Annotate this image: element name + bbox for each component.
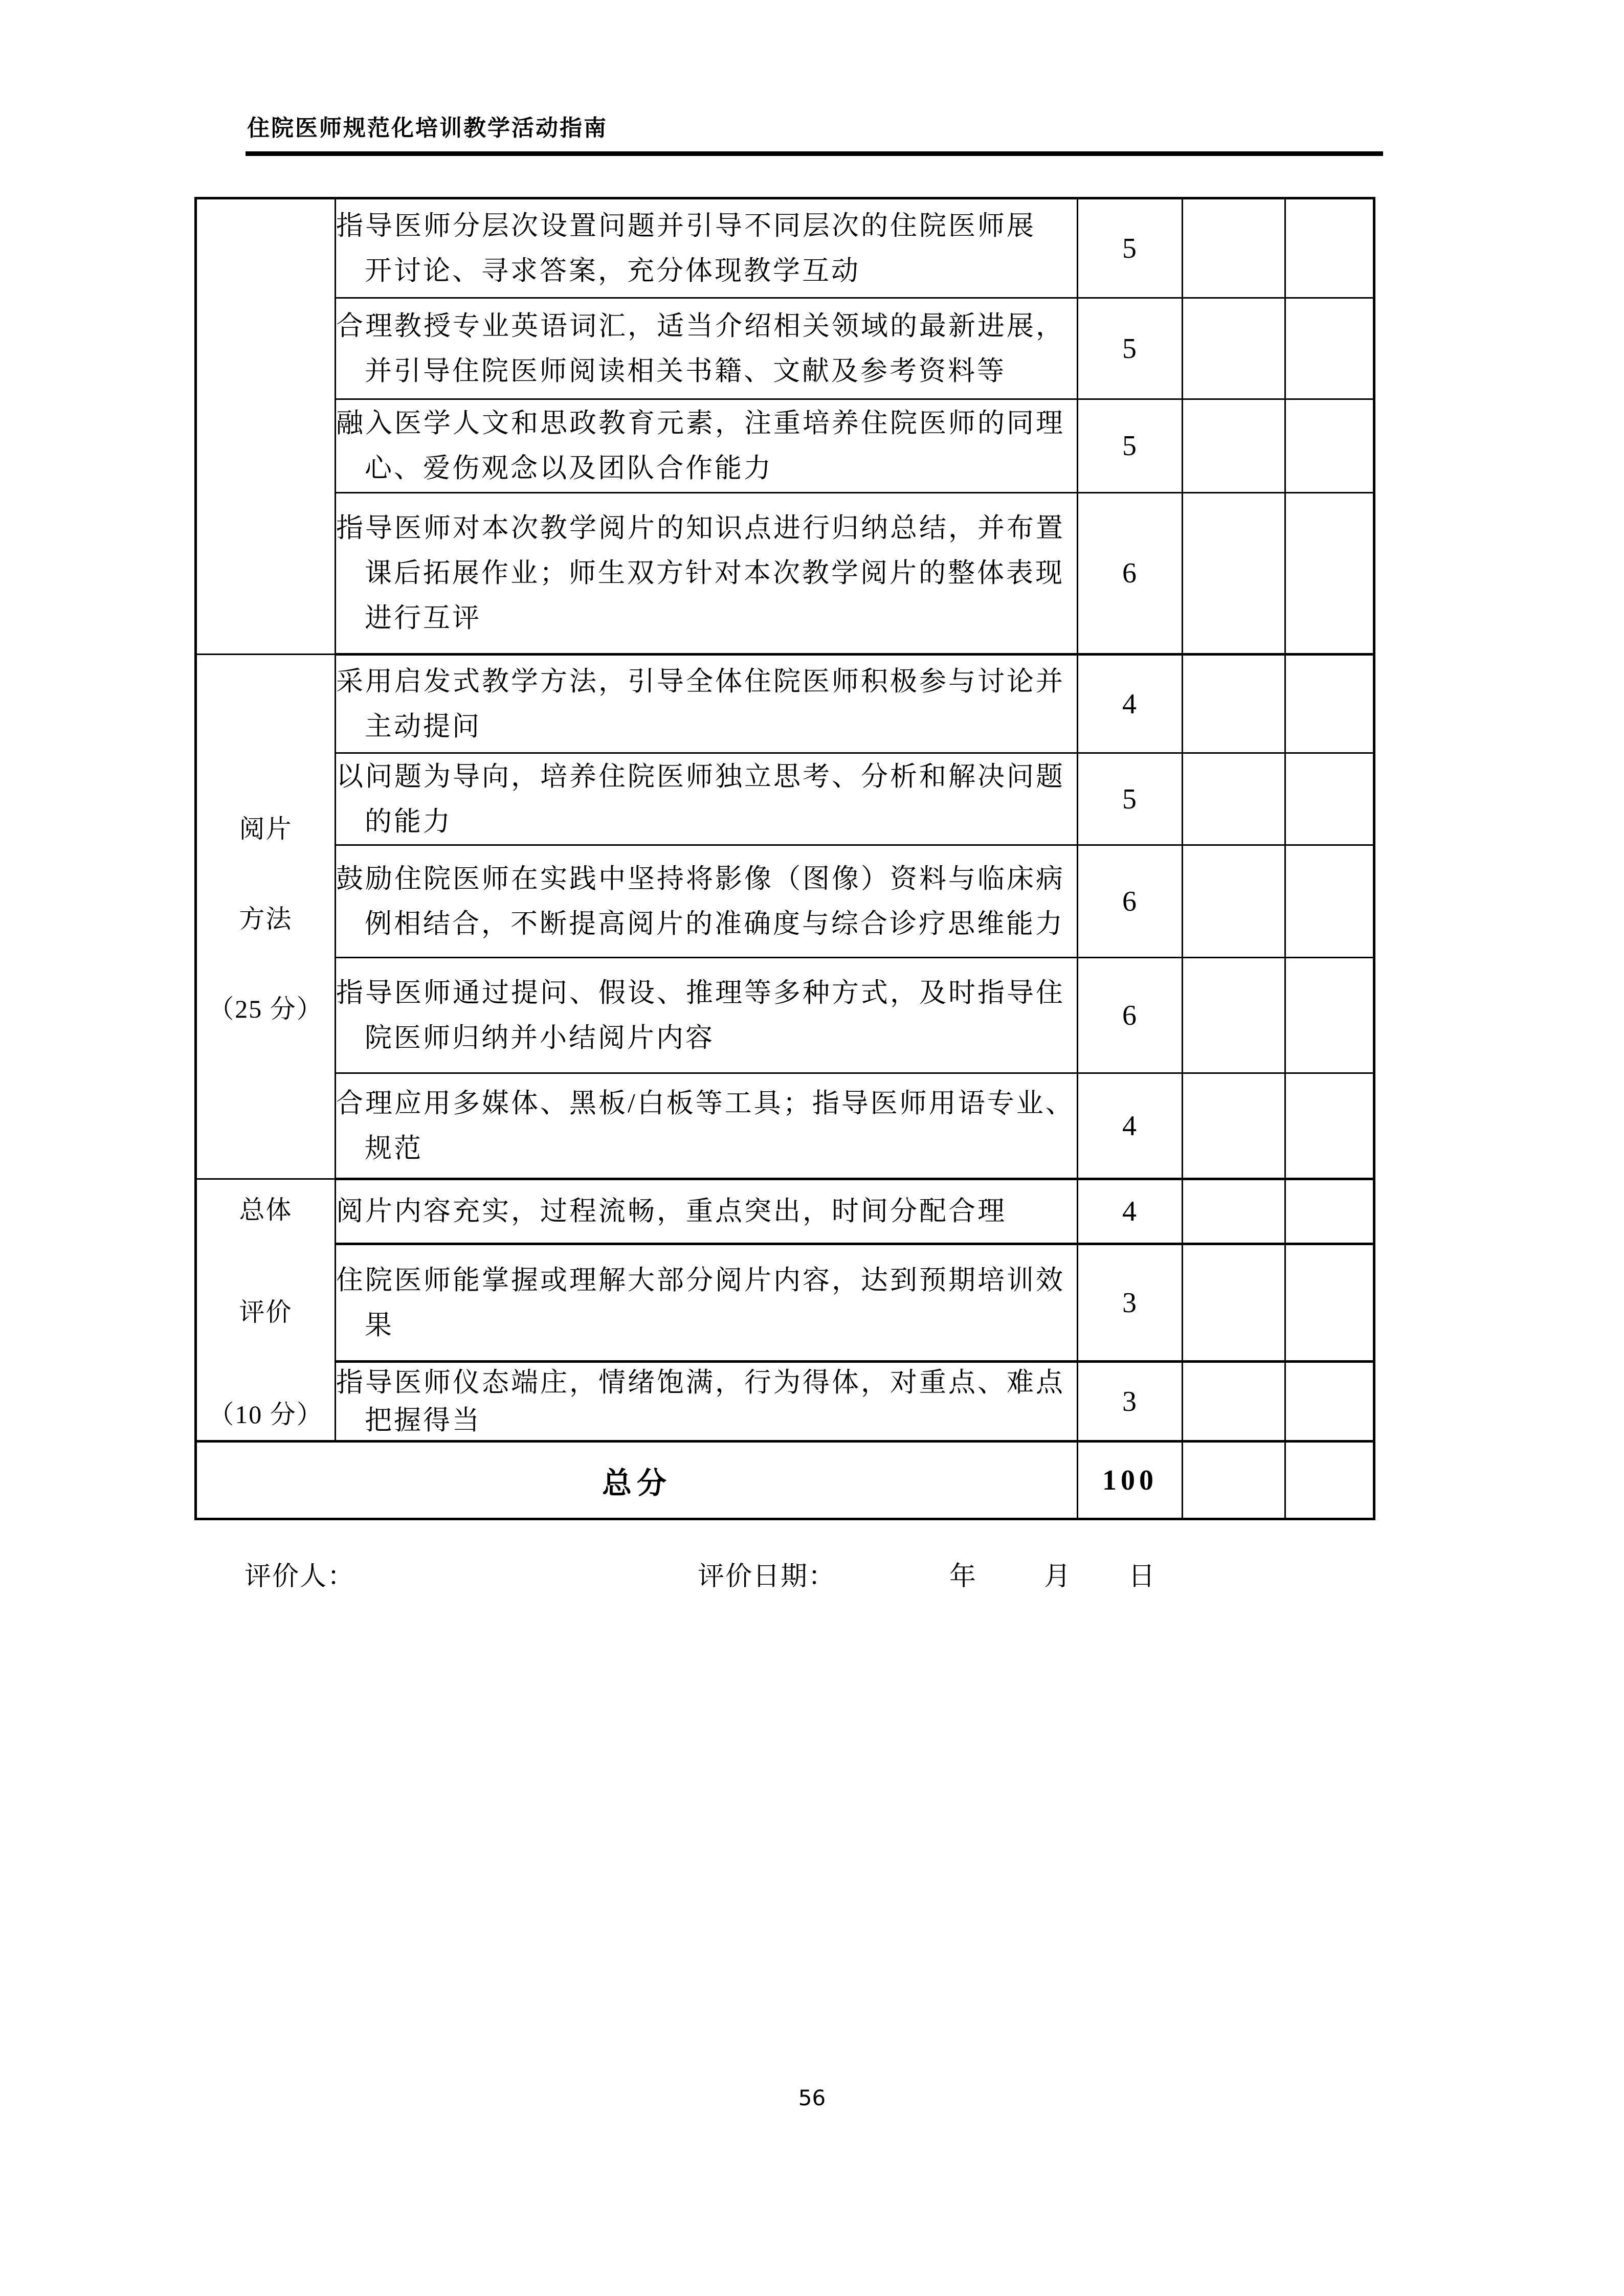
criteria-cell xyxy=(336,1362,1078,1442)
criteria-line: 主动提问 xyxy=(365,711,481,741)
empty-cell xyxy=(1285,493,1374,655)
header-rule xyxy=(246,151,1383,156)
criteria-cell xyxy=(336,198,1078,298)
empty-cell xyxy=(1183,1442,1285,1519)
criteria-cell xyxy=(336,753,1078,845)
score-cell: 5 xyxy=(1078,198,1183,298)
criteria-cell xyxy=(336,1244,1078,1362)
criteria-line: 指导医师对本次教学阅片的知识点进行归纳总结，并布置 xyxy=(336,513,1065,543)
table-row xyxy=(196,198,1374,298)
score-cell: 4 xyxy=(1078,655,1183,753)
empty-cell xyxy=(1285,958,1374,1073)
category-line: 总体 xyxy=(239,1195,293,1224)
empty-cell xyxy=(1183,958,1285,1073)
criteria-cell xyxy=(336,1179,1078,1244)
criteria-line: 以问题为导向，培养住院医师独立思考、分析和解决问题 xyxy=(336,761,1065,792)
footer-date-label: 评价日期： xyxy=(698,1562,836,1591)
empty-cell xyxy=(1183,399,1285,493)
score-cell: 3 xyxy=(1078,1244,1183,1362)
category-line: 方法 xyxy=(239,904,293,933)
category-cell xyxy=(196,198,336,655)
criteria-cell xyxy=(336,1073,1078,1179)
criteria-line: 合理应用多媒体、黑板/白板等工具；指导医师用语专业、 xyxy=(336,1088,1075,1118)
empty-cell xyxy=(1285,845,1374,958)
empty-cell xyxy=(1285,1179,1374,1244)
empty-cell xyxy=(1183,493,1285,655)
empty-cell xyxy=(1285,753,1374,845)
criteria-line: 进行互评 xyxy=(365,603,481,633)
category-cell xyxy=(196,655,336,1179)
page-title: 住院医师规范化培训教学活动指南 xyxy=(247,116,608,141)
score-cell: 6 xyxy=(1078,958,1183,1073)
criteria-line: 课后拓展作业；师生双方针对本次教学阅片的整体表现 xyxy=(365,558,1064,588)
score-cell: 6 xyxy=(1078,493,1183,655)
criteria-cell xyxy=(336,298,1078,399)
total-row xyxy=(196,1442,1374,1519)
category-line: 阅片 xyxy=(239,814,293,843)
criteria-line: 采用启发式教学方法，引导全体住院医师积极参与讨论并 xyxy=(336,666,1065,696)
criteria-line: 指导医师仪态端庄，情绪饱满，行为得体，对重点、难点 xyxy=(336,1367,1065,1398)
footer-day-label: 日 xyxy=(1128,1562,1156,1591)
empty-cell xyxy=(1285,1442,1374,1519)
empty-cell xyxy=(1183,1073,1285,1179)
empty-cell xyxy=(1285,1362,1374,1442)
footer-evaluator-label: 评价人： xyxy=(244,1562,355,1591)
table-row xyxy=(196,1362,1374,1442)
table-row xyxy=(196,655,1374,753)
empty-cell xyxy=(1285,399,1374,493)
score-cell: 5 xyxy=(1078,753,1183,845)
page-number: 56 xyxy=(798,2085,826,2110)
table-row xyxy=(196,753,1374,845)
table-row xyxy=(196,1073,1374,1179)
empty-cell xyxy=(1183,655,1285,753)
criteria-line: 把握得当 xyxy=(365,1405,481,1435)
empty-cell xyxy=(1183,845,1285,958)
criteria-line: 指导医师通过提问、假设、推理等多种方式，及时指导住 xyxy=(336,978,1065,1008)
score-cell: 3 xyxy=(1078,1362,1183,1442)
criteria-line: 果 xyxy=(365,1310,394,1340)
empty-cell xyxy=(1183,753,1285,845)
table-row xyxy=(196,958,1374,1073)
empty-cell xyxy=(1285,655,1374,753)
empty-cell xyxy=(1183,1244,1285,1362)
empty-cell xyxy=(1285,298,1374,399)
criteria-line: 住院医师能掌握或理解大部分阅片内容，达到预期培训效 xyxy=(336,1265,1065,1295)
criteria-line: 鼓励住院医师在实践中坚持将影像（图像）资料与临床病 xyxy=(336,864,1065,894)
score-cell: 5 xyxy=(1078,298,1183,399)
table-row xyxy=(196,1244,1374,1362)
category-line: （25 分） xyxy=(208,994,323,1023)
table-row xyxy=(196,493,1374,655)
table-row xyxy=(196,1179,1374,1244)
criteria-line: 开讨论、寻求答案，充分体现教学互动 xyxy=(365,256,860,286)
empty-cell xyxy=(1183,198,1285,298)
empty-cell xyxy=(1285,198,1374,298)
empty-cell xyxy=(1183,298,1285,399)
empty-cell xyxy=(1285,1073,1374,1179)
table-row xyxy=(196,845,1374,958)
category-line: （10 分） xyxy=(208,1400,323,1429)
criteria-line: 融入医学人文和思政教育元素，注重培养住院医师的同理 xyxy=(336,409,1065,438)
table-row xyxy=(196,298,1374,399)
criteria-line: 的能力 xyxy=(365,806,452,837)
evaluation-table xyxy=(194,197,1375,1520)
criteria-line: 心、爱伤观念以及团队合作能力 xyxy=(365,454,773,483)
empty-cell xyxy=(1285,1244,1374,1362)
criteria-cell xyxy=(336,493,1078,655)
category-line: 评价 xyxy=(239,1297,293,1326)
criteria-cell xyxy=(336,399,1078,493)
table-row xyxy=(196,399,1374,493)
criteria-cell xyxy=(336,655,1078,753)
criteria-cell xyxy=(336,845,1078,958)
score-cell: 6 xyxy=(1078,845,1183,958)
footer-month-label: 月 xyxy=(1044,1562,1072,1591)
empty-cell xyxy=(1183,1179,1285,1244)
criteria-line: 阅片内容充实，过程流畅，重点突出，时间分配合理 xyxy=(336,1197,1007,1226)
criteria-line: 规范 xyxy=(365,1133,423,1163)
footer-year-label: 年 xyxy=(949,1562,977,1591)
score-cell: 4 xyxy=(1078,1179,1183,1244)
total-score-cell: 100 xyxy=(1078,1442,1183,1519)
criteria-line: 例相结合，不断提高阅片的准确度与综合诊疗思维能力 xyxy=(365,909,1064,939)
criteria-cell xyxy=(336,958,1078,1073)
empty-cell xyxy=(1183,1362,1285,1442)
criteria-line: 合理教授专业英语词汇，适当介绍相关领域的最新进展， xyxy=(336,311,1065,341)
total-label-cell: 总分 xyxy=(196,1442,1078,1519)
criteria-line: 院医师归纳并小结阅片内容 xyxy=(365,1023,715,1053)
category-cell xyxy=(196,1179,336,1442)
criteria-line: 指导医师分层次设置问题并引导不同层次的住院医师展 xyxy=(336,211,1036,241)
criteria-line: 并引导住院医师阅读相关书籍、文献及参考资料等 xyxy=(365,356,1006,386)
score-cell: 5 xyxy=(1078,399,1183,493)
score-cell: 4 xyxy=(1078,1073,1183,1179)
